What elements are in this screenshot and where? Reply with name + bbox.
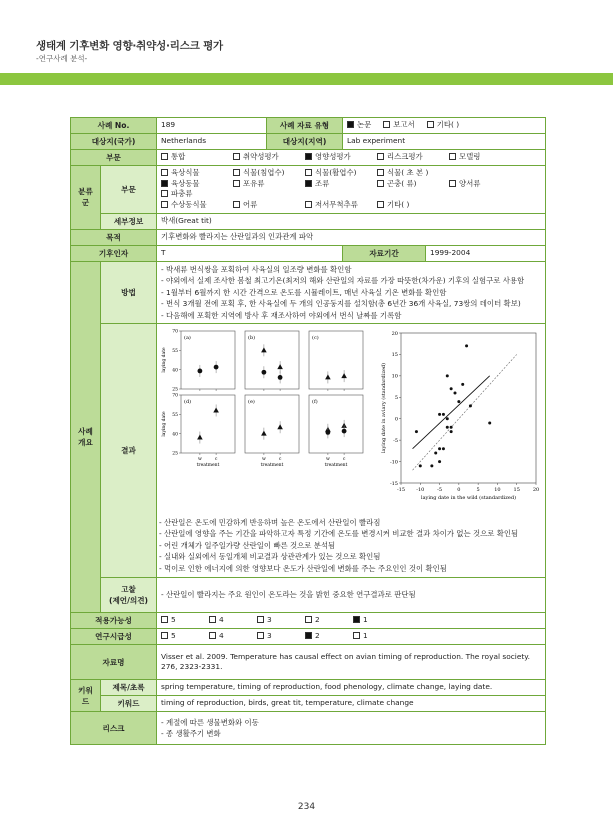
checkbox-option[interactable] [305, 152, 365, 163]
x-axis-label: treatment [196, 463, 220, 469]
list-item: - 실내와 실외에서 동일개체 비교결과 상관관계가 있는 것으로 확인됨 [159, 552, 381, 562]
sector-options [157, 150, 546, 166]
title-abstract-value: spring temperature, timing of reproduction, food phenology, climate change, laying date. [157, 680, 546, 696]
y-tick-label: -15 [389, 481, 398, 488]
x-tick-label: -15 [396, 487, 406, 494]
option-label: 5 [171, 615, 176, 625]
unchecked-box-icon[interactable] [449, 153, 456, 160]
y-tick-label: 20 [391, 331, 398, 338]
title-abstract-label: 제목/초록 [101, 680, 157, 696]
option-label: 식물(침엽수) [243, 168, 285, 177]
option-label: 곤충( 류) [387, 178, 417, 188]
list-item: - 산란일은 온도에 민감하게 반응하며 높은 온도에서 산란일이 빨라짐 [159, 518, 381, 528]
checkbox-option[interactable] [233, 179, 293, 190]
option-label: 조류 [315, 178, 330, 188]
y-tick-label: 70 [172, 393, 178, 399]
taxon-options [157, 166, 546, 214]
option-label: 모델링 [459, 152, 481, 162]
x-tick-label: w [325, 457, 330, 463]
data-point-circle [214, 365, 219, 370]
option-label: 기타( ) [387, 200, 410, 210]
unchecked-box-icon[interactable] [233, 153, 240, 160]
x-tick-label: 15 [513, 487, 520, 494]
data-point-triangle [261, 348, 267, 353]
data-point [454, 392, 457, 395]
y-tick-label: 55 [172, 413, 178, 419]
unchecked-box-icon[interactable] [233, 201, 240, 208]
unchecked-box-icon[interactable] [161, 153, 168, 160]
checked-box-icon[interactable] [305, 180, 312, 187]
list-item: - 먹이로 인한 에너지에 의한 영향보다 온도가 산란일에 변화를 주는 주요인인 것이 확인됨 [159, 563, 447, 573]
checkbox-option[interactable] [377, 152, 437, 163]
data-point-triangle [341, 373, 347, 378]
list-item: - 다음해에 포획한 지역에 방사 후 재조사하여 야외에서 번식 날짜를 기록함 [161, 310, 402, 320]
result-content [157, 324, 546, 578]
checkbox-option[interactable] [209, 615, 245, 626]
x-tick-label: c [278, 457, 282, 463]
keyword-label: 키워드 [101, 696, 157, 712]
data-point-circle [326, 430, 331, 435]
x-tick-label: w [197, 457, 202, 463]
checkbox-option[interactable] [161, 168, 221, 179]
x-tick-label: -5 [437, 487, 443, 494]
data-point [438, 447, 441, 450]
y-tick-label: 25 [172, 387, 178, 393]
region-label: 대상지(지역) [267, 134, 343, 150]
checked-box-icon[interactable] [305, 153, 312, 160]
checkbox-option[interactable] [233, 200, 293, 211]
x-tick-label: w [261, 457, 266, 463]
country-value: Netherlands [157, 134, 267, 150]
option-label: 리스크평가 [387, 152, 423, 162]
y-tick-label: 15 [391, 352, 398, 359]
urgency-label: 연구시급성 [71, 629, 157, 645]
option-label: 5 [171, 631, 176, 641]
page-header-subtitle: -연구사례 분석- [36, 54, 88, 63]
panel-label: (f) [312, 399, 318, 406]
data-point [457, 400, 460, 403]
data-point [438, 413, 441, 416]
unchecked-box-icon[interactable] [209, 632, 216, 639]
period-label: 자료기간 [343, 245, 426, 261]
period-value: 1999-2004 [426, 245, 546, 261]
checkbox-option[interactable] [305, 615, 341, 626]
unchecked-box-icon[interactable] [305, 616, 312, 623]
option-label: 수상동식물 [171, 200, 207, 210]
unchecked-box-icon[interactable] [377, 180, 384, 187]
method-content [157, 261, 546, 323]
unchecked-box-icon[interactable] [161, 201, 168, 208]
data-point [446, 375, 449, 378]
x-tick-label: 5 [476, 487, 480, 494]
y-tick-label: 5 [394, 395, 398, 402]
data-point-circle [262, 370, 267, 375]
reference-label: 자료명 [71, 645, 157, 680]
list-item: - 어린 개체가 일주일가량 산란일이 빠른 것으로 분석됨 [159, 540, 336, 550]
checked-box-icon[interactable] [161, 180, 168, 187]
header-accent-bar [0, 73, 613, 85]
keyword-value: timing of reproduction, birds, great tit, temperature, climate change [157, 696, 546, 712]
checkbox-option[interactable] [233, 152, 293, 163]
data-point [469, 405, 472, 408]
x-axis-label: treatment [324, 463, 348, 469]
option-label: 양서류 [459, 178, 481, 188]
checkbox-option[interactable] [305, 200, 365, 211]
y-tick-label: 40 [172, 368, 178, 374]
option-label: 취약성평가 [243, 152, 279, 162]
panel-label: (b) [248, 335, 256, 342]
unchecked-box-icon[interactable] [449, 180, 456, 187]
option-label: 육상동물 [171, 178, 200, 188]
reference-value: Visser et al. 2009. Temperature has causal effect on avian timing of reproduction. The royal society. 276, 2323-2331. [157, 645, 546, 680]
checkbox-option[interactable] [353, 615, 389, 626]
case-type-label: 사례 자료 유형 [267, 118, 343, 134]
regression-line [413, 376, 490, 449]
taxon-sub-label: 부문 [101, 166, 157, 214]
risk-label: 리스크 [71, 712, 157, 745]
checked-box-icon[interactable] [353, 616, 360, 623]
checkbox-option[interactable] [305, 631, 341, 642]
checkbox-option[interactable] [305, 168, 365, 179]
discussion-label: 고찰 (제언/의견) [101, 578, 157, 613]
data-point [442, 447, 445, 450]
option-label: 저서무척추류 [315, 200, 358, 210]
option-label: 3 [267, 631, 272, 641]
keyword-group-label: 키워드 [71, 680, 101, 712]
data-point-triangle [213, 408, 219, 413]
option-label: 3 [267, 615, 272, 625]
data-point-circle [342, 429, 347, 434]
purpose-value: 기후변화와 빨라지는 산란일과의 인과관계 파악 [157, 229, 546, 245]
unchecked-box-icon[interactable] [383, 121, 390, 128]
x-tick-label: c [342, 457, 346, 463]
unchecked-box-icon[interactable] [427, 121, 434, 128]
checkbox-option[interactable] [353, 631, 389, 642]
option-label: 1 [363, 631, 368, 641]
unchecked-box-icon[interactable] [353, 632, 360, 639]
region-value: Lab experiment [343, 134, 546, 150]
unchecked-box-icon[interactable] [233, 169, 240, 176]
x-tick-label: -10 [416, 487, 425, 494]
unchecked-box-icon[interactable] [161, 616, 168, 623]
option-label: 식물( 초 본 ) [387, 168, 429, 177]
unchecked-box-icon[interactable] [377, 201, 384, 208]
data-point [450, 426, 453, 429]
country-label: 대상지(국가) [71, 134, 157, 150]
unchecked-box-icon[interactable] [257, 616, 264, 623]
option-label: 포유류 [243, 178, 265, 188]
checkbox-option[interactable] [161, 152, 221, 163]
data-point [446, 417, 449, 420]
urgency-options [157, 629, 546, 645]
x-tick-label: 0 [457, 487, 461, 494]
checkbox-option[interactable] [161, 631, 197, 642]
y-axis-label: laying date in aviary (standardized) [381, 363, 387, 454]
checkbox-option[interactable] [377, 168, 437, 179]
y-tick-label: 25 [172, 451, 178, 457]
checkbox-option[interactable] [449, 179, 509, 190]
panel-label: (d) [184, 399, 192, 406]
checkbox-option[interactable] [383, 120, 414, 131]
option-label: 2 [315, 631, 320, 641]
unchecked-box-icon[interactable] [161, 190, 168, 197]
unchecked-box-icon[interactable] [257, 632, 264, 639]
data-point [419, 465, 422, 468]
checkbox-option[interactable] [305, 179, 365, 190]
risk-content [157, 712, 546, 745]
identity-line [413, 355, 517, 471]
option-label: 기타( ) [436, 120, 460, 130]
case-no-label: 사례 No. [71, 118, 157, 134]
y-tick-label: 40 [172, 432, 178, 438]
y-tick-label: 70 [172, 329, 178, 335]
data-point-triangle [261, 431, 267, 436]
checkbox-option[interactable] [161, 615, 197, 626]
data-point [450, 387, 453, 390]
taxon-label: 분류군 [71, 166, 101, 230]
x-axis-label: laying date in the wild (standardized) [420, 495, 517, 502]
data-point-circle [198, 369, 203, 374]
checkbox-option[interactable] [257, 615, 293, 626]
case-table [70, 117, 546, 745]
checkbox-option[interactable] [449, 152, 509, 163]
x-tick-label: 20 [532, 487, 540, 494]
checked-box-icon[interactable] [305, 632, 312, 639]
page-number: 234 [297, 802, 316, 812]
sector-label: 부문 [71, 150, 157, 166]
option-label: 육상식물 [171, 168, 200, 177]
applicability-options [157, 613, 546, 629]
data-point [461, 383, 464, 386]
list-item: - 산란일에 영향을 주는 기간을 파악하고자 특정 기간에 온도를 변경시켜 비교한 결과 차이가 없는 것으로 확인됨 [159, 529, 519, 539]
x-tick-label: 10 [494, 487, 501, 494]
unchecked-box-icon[interactable] [161, 169, 168, 176]
checkbox-option[interactable] [161, 179, 221, 190]
data-point [442, 413, 445, 416]
unchecked-box-icon[interactable] [305, 169, 312, 176]
list-item: - 계절에 따른 생물변화와 이동 [161, 717, 259, 727]
panel-label: (c) [312, 335, 319, 342]
unchecked-box-icon[interactable] [377, 169, 384, 176]
option-label: 영향성평가 [315, 152, 351, 162]
y-tick-label: -5 [393, 438, 398, 445]
option-label: 보고서 [393, 120, 415, 130]
unchecked-box-icon[interactable] [305, 201, 312, 208]
data-point [488, 422, 491, 425]
data-point [434, 452, 437, 455]
result-label: 결과 [101, 324, 157, 578]
unchecked-box-icon[interactable] [209, 616, 216, 623]
data-point-triangle [197, 435, 203, 440]
y-tick-label: 55 [172, 349, 178, 355]
option-label: 논문 [357, 120, 372, 130]
option-label: 어류 [243, 200, 258, 210]
checkbox-option[interactable] [347, 120, 371, 131]
option-label: 식물(활엽수) [315, 168, 357, 177]
y-axis-label: laying date [162, 411, 167, 437]
option-label: 4 [219, 631, 224, 641]
checkbox-option[interactable] [161, 200, 221, 211]
data-point-triangle [277, 364, 283, 369]
detail-value: 박새(Great tit) [157, 213, 546, 229]
x-axis-label: treatment [260, 463, 284, 469]
checkbox-option[interactable] [427, 120, 459, 131]
list-item: - 1월부터 6월까지 한 시간 간격으로 온도를 시뮬레이트, 매년 사육실 기온 변화를 확인함 [161, 287, 447, 297]
purpose-label: 목적 [71, 229, 157, 245]
checkbox-option[interactable] [257, 631, 293, 642]
y-tick-label: 0 [394, 416, 398, 423]
unchecked-box-icon[interactable] [233, 180, 240, 187]
option-label: 파충류 [171, 189, 193, 199]
factor-value: T [157, 245, 343, 261]
discussion-value: - 산란일이 빨라지는 주요 원인이 온도라는 것을 밝힌 중요한 연구결과로 판단됨 [157, 578, 546, 613]
data-point [430, 465, 433, 468]
unchecked-box-icon[interactable] [377, 153, 384, 160]
option-label: 통합 [171, 152, 186, 162]
list-item: - 번식 3개월 전에 포획 후, 한 사육실에 두 개의 인공둥지를 설치함(총 6년간 36개 사육실, 73쌍의 데이터 확보) [161, 299, 521, 309]
list-item: - 야외에서 실제 조사한 봄철 최고기온(최저의 해와 산란일의 자료를 가장 따뜻한(차가운) 기후의 실험구로 사용함 [161, 276, 525, 286]
option-label: 4 [219, 615, 224, 625]
page-header-title: 생태계 기후변화 영향·취약성·리스크 평가 [36, 40, 223, 52]
summary-label: 사례 개요 [71, 261, 101, 612]
checkbox-option[interactable] [161, 189, 221, 200]
list-item: - 종 생활주기 변화 [161, 729, 221, 739]
factor-label: 기후인자 [71, 245, 157, 261]
data-point-triangle [325, 375, 331, 380]
checkbox-option[interactable] [209, 631, 245, 642]
data-point [415, 430, 418, 433]
applicability-label: 적용가능성 [71, 613, 157, 629]
case-type-options [343, 118, 546, 134]
method-label: 방법 [101, 261, 157, 323]
data-point [465, 345, 468, 348]
checkbox-option[interactable] [377, 200, 437, 211]
panel-label: (e) [248, 399, 255, 406]
x-tick-label: c [214, 457, 218, 463]
y-tick-label: 10 [391, 373, 398, 380]
checkbox-option[interactable] [377, 179, 437, 190]
unchecked-box-icon[interactable] [161, 632, 168, 639]
detail-label: 세부정보 [101, 213, 157, 229]
case-no-value: 189 [157, 118, 267, 134]
y-tick-label: -10 [389, 459, 398, 466]
panel-label: (a) [184, 335, 191, 342]
data-point [446, 426, 449, 429]
y-axis-label: laying date [162, 347, 167, 373]
result-figure [159, 327, 543, 511]
checkbox-option[interactable] [233, 168, 293, 179]
data-point [450, 430, 453, 433]
option-label: 2 [315, 615, 320, 625]
list-item: - 박새류 번식쌍을 포획하여 사육실의 일조량 변화를 확인함 [161, 264, 352, 274]
data-point-circle [278, 375, 283, 380]
data-point [438, 460, 441, 463]
option-label: 1 [363, 615, 368, 625]
data-point-triangle [277, 425, 283, 430]
checked-box-icon[interactable] [347, 121, 354, 128]
